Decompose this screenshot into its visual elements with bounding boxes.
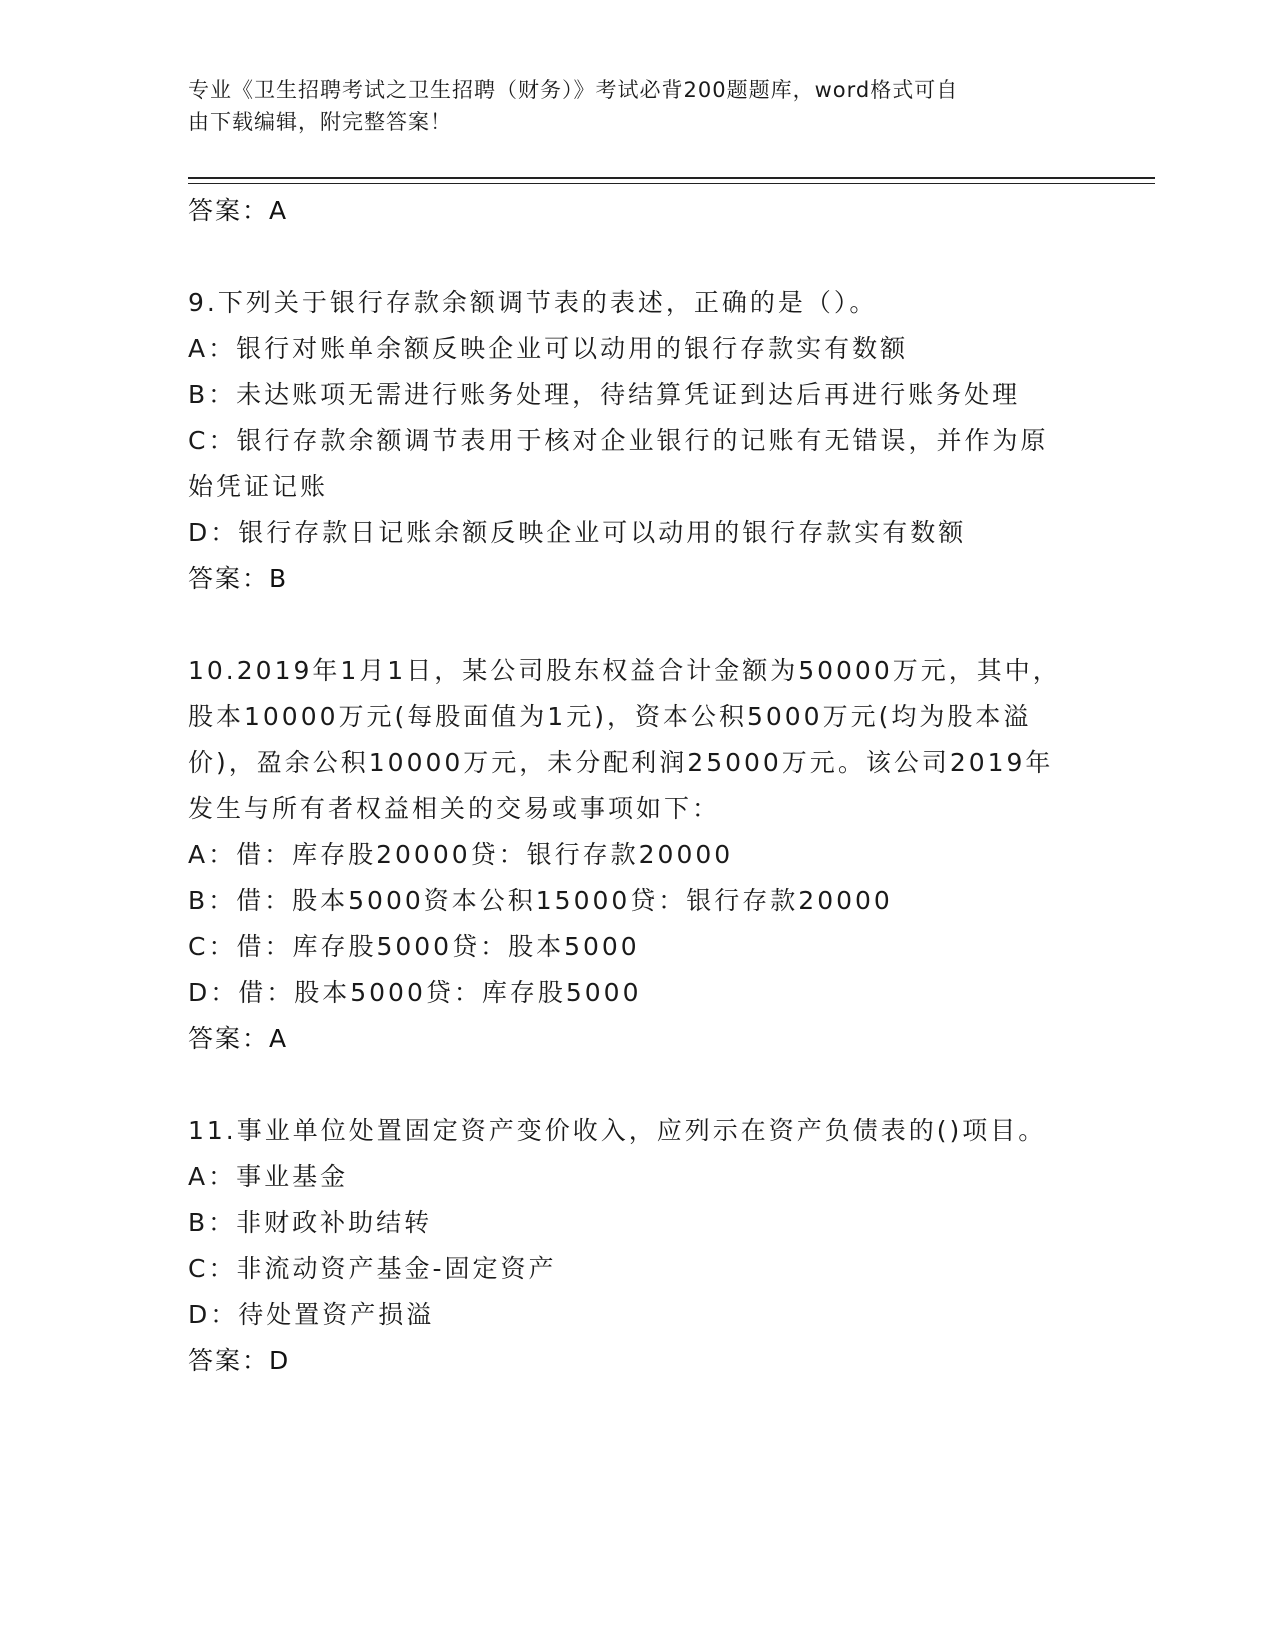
option-b: B：借：股本5000资本公积15000贷：银行存款20000	[188, 886, 893, 915]
option-a: A：借：库存股20000贷：银行存款20000	[188, 840, 734, 869]
question-11	[188, 1108, 1088, 1384]
option-d: D：银行存款日记账余额反映企业可以动用的银行存款实有数额	[188, 518, 967, 547]
spacer	[188, 234, 1088, 280]
option-a: A：银行对账单余额反映企业可以动用的银行存款实有数额	[188, 334, 909, 363]
answer-label: 答案：A	[188, 196, 289, 225]
option-d: D：借：股本5000贷：库存股5000	[188, 978, 642, 1007]
option-a: A：事业基金	[188, 1162, 349, 1191]
spacer	[188, 1062, 1088, 1108]
question-stem: 10.2019年1月1日，某公司股东权益合计金额为50000万元，其中，	[188, 656, 1061, 685]
answer-label: 答案：B	[188, 564, 289, 593]
document-header	[188, 74, 1068, 138]
option-c-continued: 始凭证记账	[188, 472, 329, 501]
header-divider-thin	[188, 183, 1155, 184]
option-c: C：非流动资产基金-固定资产	[188, 1254, 557, 1283]
question-stem-continued: 股本10000万元(每股面值为1元)，资本公积5000万元(均为股本溢	[188, 702, 1032, 731]
question-stem-continued: 价)，盈余公积10000万元，未分配利润25000万元。该公司2019年	[188, 748, 1054, 777]
question-stem: 9.下列关于银行存款余额调节表的表述，正确的是（）。	[188, 288, 878, 317]
answer-label: 答案：A	[188, 1024, 289, 1053]
answer-label: 答案：D	[188, 1346, 291, 1375]
option-c: C：银行存款余额调节表用于核对企业银行的记账有无错误，并作为原	[188, 426, 1049, 455]
question-content	[188, 188, 1088, 1384]
question-stem: 11.事业单位处置固定资产变价收入，应列示在资产负债表的()项目。	[188, 1116, 1047, 1145]
header-divider-thick	[188, 177, 1155, 179]
question-stem-continued: 发生与所有者权益相关的交易或事项如下：	[188, 794, 721, 823]
header-line-1: 专业《卫生招聘考试之卫生招聘（财务）》考试必背200题题库，word格式可自	[188, 78, 959, 102]
option-d: D：待处置资产损溢	[188, 1300, 435, 1329]
option-b: B：未达账项无需进行账务处理，待结算凭证到达后再进行账务处理	[188, 380, 1021, 409]
question-9	[188, 280, 1088, 602]
header-line-2: 由下载编辑，附完整答案！	[188, 110, 452, 134]
option-b: B：非财政补助结转	[188, 1208, 433, 1237]
option-c: C：借：库存股5000贷：股本5000	[188, 932, 640, 961]
spacer	[188, 602, 1088, 648]
question-10	[188, 648, 1088, 1062]
